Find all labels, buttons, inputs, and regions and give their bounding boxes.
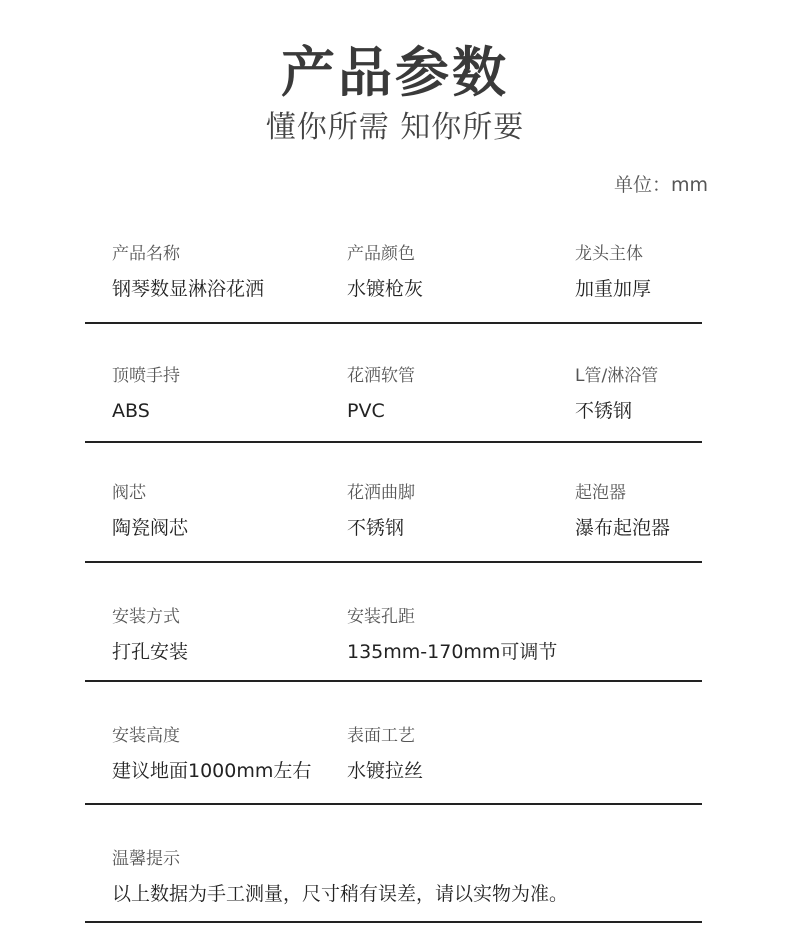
spec-cell-hose: [347, 365, 415, 424]
spec-value: PVC: [347, 400, 385, 422]
spec-cell-install-height: [112, 725, 311, 784]
spec-cell-product-color: [347, 243, 423, 302]
spec-label: 顶喷手持: [112, 366, 180, 386]
spec-value: 以上数据为手工测量，尺寸稍有误差，请以实物为准。: [112, 883, 569, 905]
spec-cell-install-method: [112, 606, 188, 665]
spec-label: 安装高度: [112, 726, 180, 746]
spec-value: 建议地面1000mm左右: [112, 760, 312, 782]
spec-cell-shower-elbow: [347, 482, 415, 541]
spec-cell-valve-core: [112, 482, 188, 541]
spec-label: 花洒曲脚: [347, 483, 415, 503]
spec-label: 龙头主体: [575, 244, 643, 264]
spec-label: 安装孔距: [347, 607, 415, 627]
spec-value: 135mm-170mm可调节: [347, 641, 558, 663]
spec-cell-shower-pipe: [575, 365, 658, 424]
spec-cell-notice: [112, 848, 568, 907]
spec-value: 水镀拉丝: [347, 760, 424, 782]
spec-label: L管/淋浴管: [575, 366, 659, 386]
page-title: 产品参数: [281, 41, 509, 104]
spec-cell-product-name: [112, 243, 264, 302]
spec-value: 水镀枪灰: [347, 278, 424, 300]
divider: [85, 441, 702, 443]
spec-cell-faucet-body: [575, 243, 651, 302]
divider: [85, 322, 702, 324]
spec-label: 温馨提示: [112, 849, 180, 869]
spec-cell-aerator: [575, 482, 670, 541]
spec-label: 表面工艺: [347, 726, 415, 746]
spec-label: 阀芯: [112, 483, 146, 503]
spec-value: 不锈钢: [347, 517, 405, 539]
spec-value: 钢琴数显淋浴花洒: [112, 278, 265, 300]
spec-value: ABS: [112, 400, 150, 422]
spec-label: 起泡器: [575, 483, 626, 503]
spec-cell-hole-spacing: [347, 606, 557, 665]
spec-cell-top-shower: [112, 365, 180, 424]
spec-value: 打孔安装: [112, 641, 189, 663]
spec-cell-surface-finish: [347, 725, 423, 784]
divider: [85, 561, 702, 563]
divider: [85, 921, 702, 923]
spec-value: 瀑布起泡器: [575, 517, 671, 539]
spec-value: 不锈钢: [575, 400, 633, 422]
spec-value: 加重加厚: [575, 278, 652, 300]
spec-label: 安装方式: [112, 607, 180, 627]
unit-label: 单位：mm: [613, 174, 708, 196]
divider: [85, 803, 702, 805]
spec-label: 产品颜色: [347, 244, 415, 264]
divider: [85, 680, 702, 682]
spec-label: 花洒软管: [347, 366, 415, 386]
spec-label: 产品名称: [112, 244, 180, 264]
page-subtitle: 懂你所需 知你所要: [265, 110, 525, 145]
spec-value: 陶瓷阀芯: [112, 517, 189, 539]
